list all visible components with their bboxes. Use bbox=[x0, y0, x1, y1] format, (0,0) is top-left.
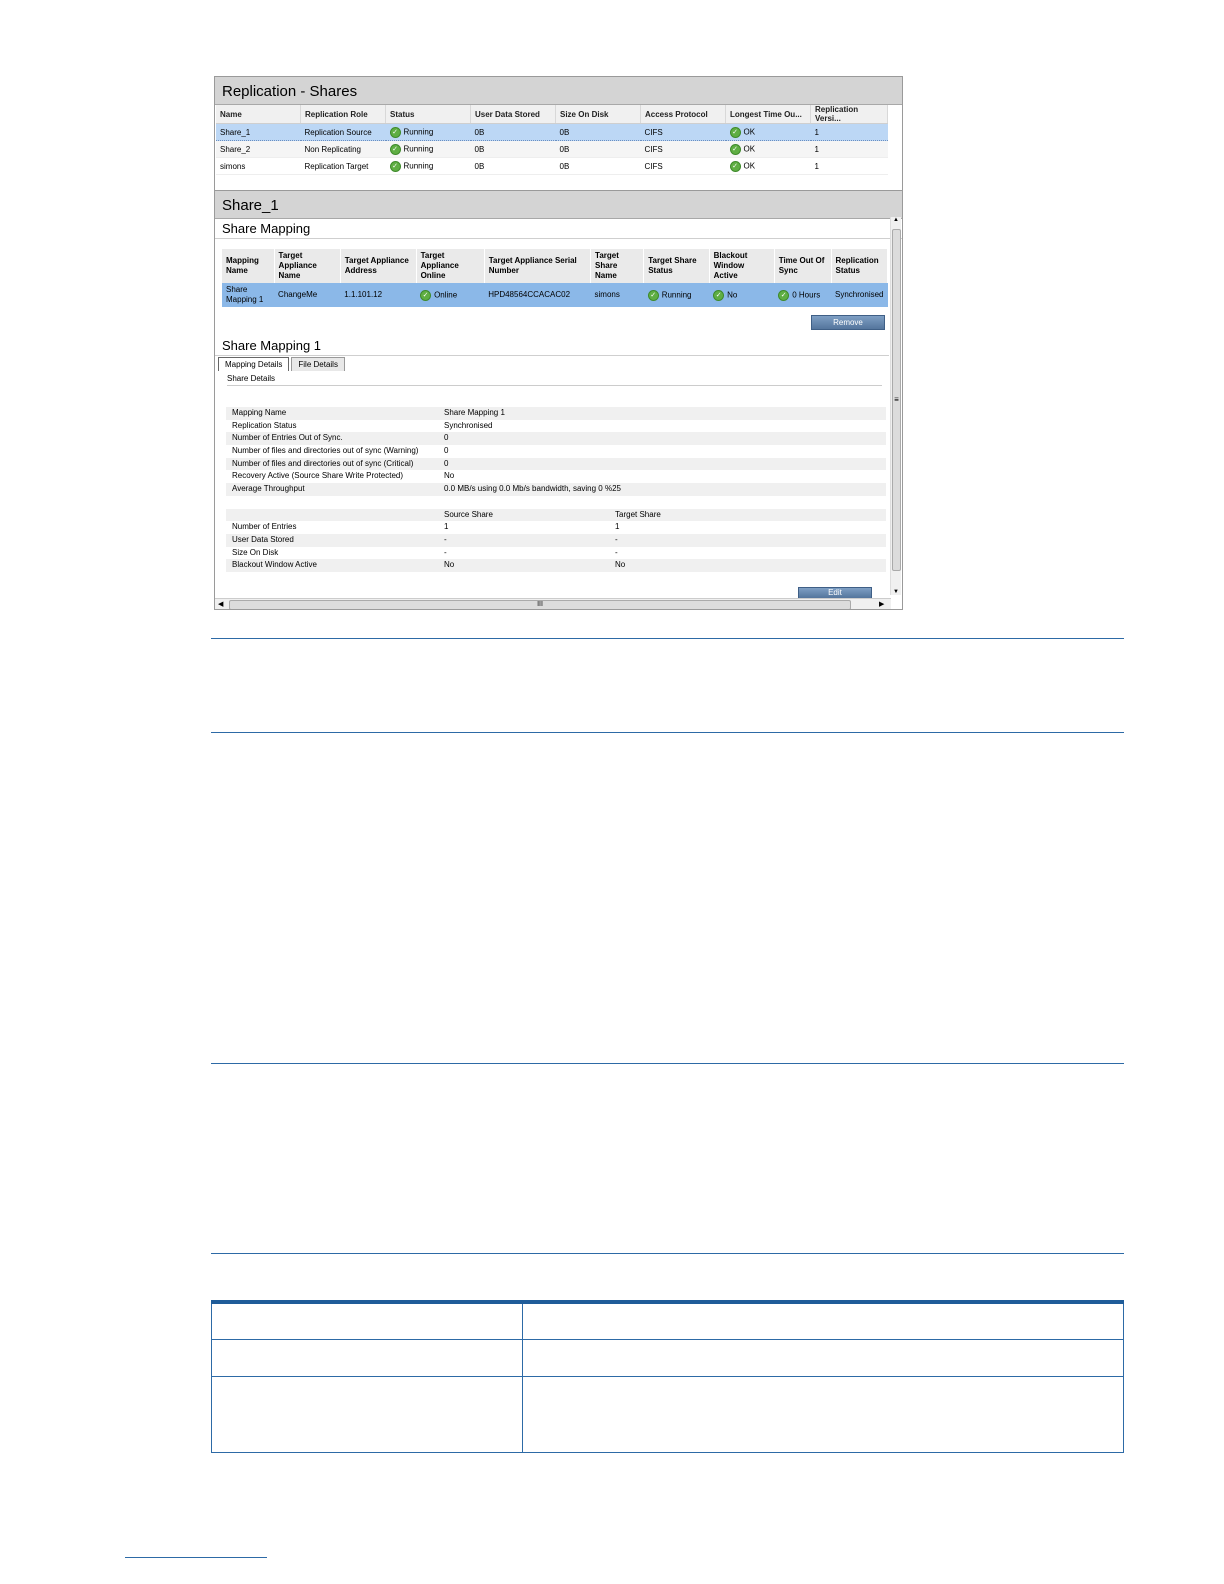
column-header[interactable]: User Data Stored bbox=[471, 105, 556, 124]
mapping-name: Share Mapping 1 bbox=[222, 283, 274, 307]
column-header[interactable]: Target Appliance Serial Number bbox=[484, 249, 590, 283]
column-header[interactable]: Time Out Of Sync bbox=[774, 249, 831, 283]
document-table bbox=[211, 1300, 1124, 1453]
detail-label: Number of Entries Out of Sync. bbox=[232, 433, 343, 443]
share-role: Non Replicating bbox=[301, 141, 386, 158]
share-user-data: 0B bbox=[471, 141, 556, 158]
target-share-header: Target Share bbox=[615, 509, 661, 519]
appliance-online: Online bbox=[434, 290, 458, 300]
table-row bbox=[212, 1302, 1124, 1339]
share-status: Running bbox=[403, 127, 434, 137]
share-size: 0B bbox=[556, 124, 641, 141]
share-longest: OK bbox=[743, 144, 756, 154]
share-mapping-title: Share Mapping bbox=[215, 219, 902, 239]
blackout-active: No bbox=[727, 290, 738, 300]
scroll-thumb[interactable] bbox=[892, 229, 901, 571]
detail-value: Synchronised bbox=[444, 420, 493, 430]
check-icon: ✓ bbox=[778, 290, 789, 301]
share-details-label: Share Details bbox=[227, 374, 882, 386]
target-value: - bbox=[615, 547, 618, 557]
scroll-left-arrow-icon[interactable]: ◀ bbox=[218, 601, 224, 608]
compare-label: Number of Entries bbox=[232, 522, 297, 532]
compare-header-row bbox=[226, 509, 886, 522]
table-row[interactable] bbox=[216, 141, 888, 158]
share-protocol: CIFS bbox=[641, 124, 726, 141]
compare-row bbox=[226, 547, 886, 560]
check-icon: ✓ bbox=[730, 127, 741, 138]
detail-label: Mapping Name bbox=[232, 408, 287, 417]
check-icon: ✓ bbox=[390, 127, 401, 138]
share-user-data: 0B bbox=[471, 124, 556, 141]
share-name: Share_2 bbox=[216, 141, 301, 158]
target-share-name: simons bbox=[591, 283, 644, 307]
share-user-data: 0B bbox=[471, 158, 556, 175]
grip-icon: ≡ bbox=[894, 395, 899, 404]
share-status: Running bbox=[403, 144, 434, 154]
detail-row bbox=[226, 407, 886, 420]
detail-value: 0 bbox=[444, 433, 449, 443]
table-row[interactable] bbox=[222, 283, 888, 307]
mapping-table-header bbox=[222, 249, 888, 283]
share-protocol: CIFS bbox=[641, 141, 726, 158]
detail-tabs bbox=[218, 357, 347, 371]
table-row bbox=[212, 1376, 1124, 1452]
target-share-status: Running bbox=[661, 290, 692, 300]
share-version: 1 bbox=[811, 124, 888, 141]
shares-panel-title: Replication - Shares bbox=[215, 77, 902, 105]
share-name: Share_1 bbox=[216, 124, 301, 141]
column-header[interactable]: Blackout Window Active bbox=[709, 249, 774, 283]
source-value: 1 bbox=[444, 522, 449, 532]
column-header[interactable]: Target Appliance Address bbox=[340, 249, 416, 283]
compare-row bbox=[226, 521, 886, 534]
column-header[interactable]: Name bbox=[216, 105, 301, 124]
column-header[interactable]: Access Protocol bbox=[641, 105, 726, 124]
grip-icon: III bbox=[537, 601, 543, 608]
target-value: No bbox=[615, 560, 626, 570]
shares-table-header bbox=[216, 105, 888, 124]
share-role: Replication Target bbox=[301, 158, 386, 175]
divider bbox=[211, 1063, 1124, 1064]
check-icon: ✓ bbox=[713, 290, 724, 301]
appliance-address: 1.1.101.12 bbox=[340, 283, 416, 307]
column-header[interactable]: Target Share Status bbox=[644, 249, 709, 283]
detail-row bbox=[226, 470, 886, 483]
tab-file-details[interactable]: File Details bbox=[291, 357, 345, 371]
column-header[interactable]: Status bbox=[386, 105, 471, 124]
scroll-up-arrow-icon[interactable]: ▲ bbox=[893, 217, 899, 223]
divider bbox=[211, 732, 1124, 733]
detail-row bbox=[226, 458, 886, 471]
detail-label: Number of files and directories out of sync (Warning) bbox=[232, 446, 419, 456]
detail-value: 0 bbox=[444, 458, 449, 468]
detail-value: 0.0 MB/s using 0.0 Mb/s bandwidth, saving 0 %25 bbox=[444, 484, 621, 494]
share-version: 1 bbox=[811, 141, 888, 158]
column-header[interactable]: Longest Time Ou... bbox=[726, 105, 811, 124]
share-panel-title: Share_1 bbox=[215, 191, 902, 219]
remove-button[interactable]: Remove bbox=[811, 315, 885, 330]
detail-label: Number of files and directories out of sync (Critical) bbox=[232, 458, 414, 468]
column-header[interactable]: Replication Status bbox=[831, 249, 887, 283]
appliance-serial: HPD48564CCACAC02 bbox=[484, 283, 590, 307]
vertical-scrollbar[interactable] bbox=[890, 217, 901, 595]
compare-label: Blackout Window Active bbox=[232, 560, 317, 570]
detail-value: Share Mapping 1 bbox=[444, 408, 505, 417]
check-icon: ✓ bbox=[648, 290, 659, 301]
shares-panel bbox=[215, 77, 902, 185]
table-row[interactable] bbox=[216, 158, 888, 175]
share-protocol: CIFS bbox=[641, 158, 726, 175]
compare-label: Size On Disk bbox=[232, 547, 279, 557]
table-row bbox=[212, 1339, 1124, 1376]
appliance-name: ChangeMe bbox=[274, 283, 340, 307]
scroll-right-arrow-icon[interactable]: ▶ bbox=[879, 601, 885, 608]
detail-row bbox=[226, 432, 886, 445]
share-role: Replication Source bbox=[301, 124, 386, 141]
compare-label: User Data Stored bbox=[232, 534, 294, 544]
divider bbox=[211, 1253, 1124, 1254]
compare-row bbox=[226, 534, 886, 547]
share-longest: OK bbox=[743, 127, 756, 137]
check-icon: ✓ bbox=[390, 161, 401, 172]
share-version: 1 bbox=[811, 158, 888, 175]
column-header[interactable]: Target Appliance Online bbox=[416, 249, 484, 283]
edit-button[interactable]: Edit bbox=[798, 587, 872, 599]
source-value: - bbox=[444, 534, 447, 544]
share-longest: OK bbox=[743, 161, 756, 171]
tab-mapping-details[interactable]: Mapping Details bbox=[218, 357, 289, 371]
hscroll-thumb[interactable] bbox=[229, 600, 851, 610]
target-value: - bbox=[615, 534, 618, 544]
detail-label: Recovery Active (Source Share Write Protected) bbox=[232, 471, 404, 481]
footnote-rule bbox=[125, 1557, 267, 1558]
detail-label: Average Throughput bbox=[232, 484, 305, 494]
time-out-of-sync: 0 Hours bbox=[792, 290, 821, 300]
share-size: 0B bbox=[556, 141, 641, 158]
detail-row bbox=[226, 483, 886, 496]
check-icon: ✓ bbox=[390, 144, 401, 155]
shares-table bbox=[216, 105, 888, 175]
detail-label: Replication Status bbox=[232, 420, 297, 430]
share-size: 0B bbox=[556, 158, 641, 175]
share-panel bbox=[215, 190, 902, 610]
check-icon: ✓ bbox=[730, 144, 741, 155]
source-value: No bbox=[444, 560, 455, 570]
detail-value: 0 bbox=[444, 446, 449, 456]
detail-row bbox=[226, 420, 886, 433]
mapping-details bbox=[226, 407, 886, 572]
horizontal-scrollbar[interactable] bbox=[215, 598, 891, 610]
compare-row bbox=[226, 559, 886, 572]
column-header[interactable]: Target Share Name bbox=[591, 249, 644, 283]
column-header[interactable]: Replication Role bbox=[301, 105, 386, 124]
share-status: Running bbox=[403, 161, 434, 171]
check-icon: ✓ bbox=[730, 161, 741, 172]
share-mapping-table bbox=[222, 249, 888, 307]
source-share-header: Source Share bbox=[444, 509, 493, 519]
table-row[interactable] bbox=[216, 124, 888, 141]
replication-status: Synchronised bbox=[831, 283, 887, 307]
detail-row bbox=[226, 445, 886, 458]
share-name: simons bbox=[216, 158, 301, 175]
target-value: 1 bbox=[615, 522, 620, 532]
detail-value: No bbox=[444, 471, 455, 481]
column-header[interactable]: Size On Disk bbox=[556, 105, 641, 124]
column-header[interactable]: Target Appliance Name bbox=[274, 249, 340, 283]
source-value: - bbox=[444, 547, 447, 557]
divider bbox=[211, 638, 1124, 639]
column-header[interactable]: Replication Versi... bbox=[811, 105, 888, 124]
column-header[interactable]: Mapping Name bbox=[222, 249, 274, 283]
detail-spacer bbox=[226, 496, 886, 509]
check-icon: ✓ bbox=[420, 290, 431, 301]
replication-window bbox=[214, 76, 903, 610]
mapping-detail-title: Share Mapping 1 bbox=[215, 336, 889, 356]
scroll-down-arrow-icon[interactable]: ▼ bbox=[893, 589, 899, 595]
